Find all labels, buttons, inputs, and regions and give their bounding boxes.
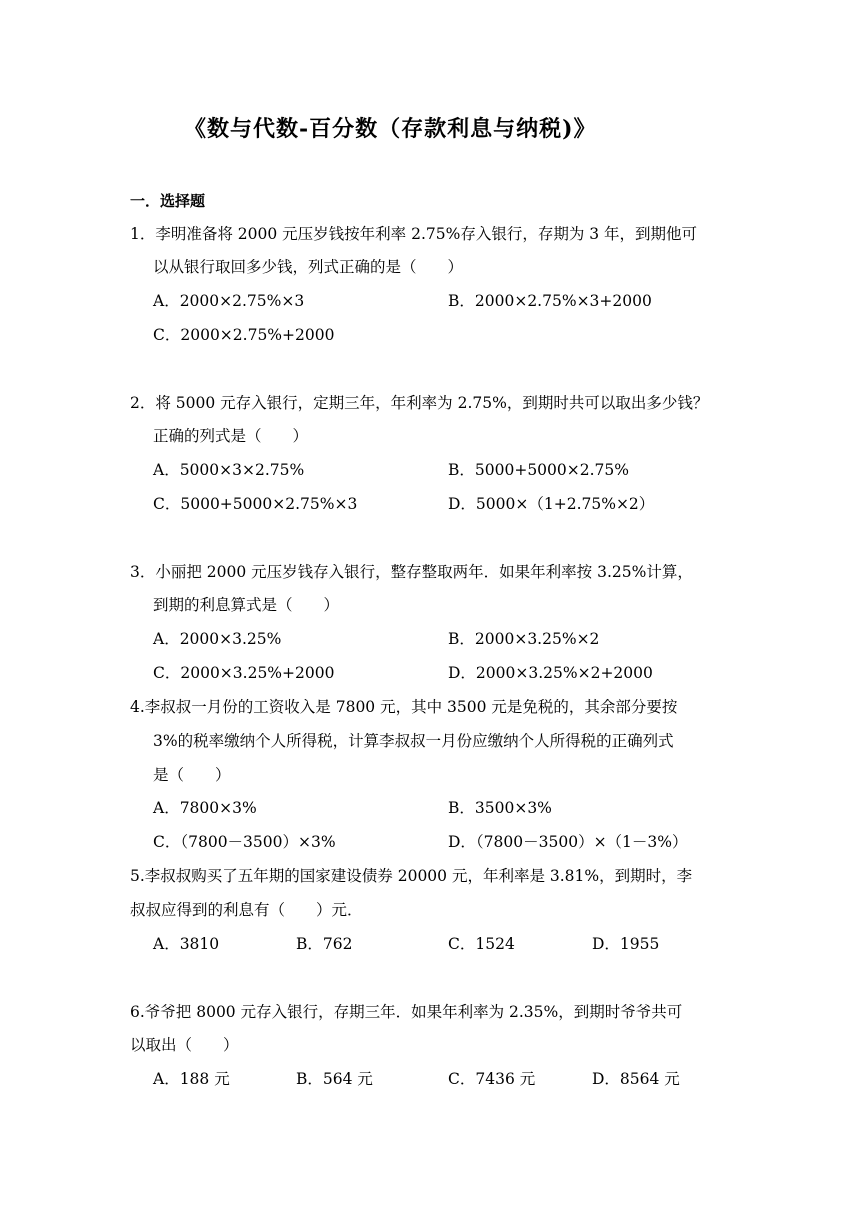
question-2-line-1: 2．将 5000 元存入银行，定期三年，年利率为 2.75%，到期时共可以取出多少钱？ <box>130 394 709 412</box>
question-6-line-1: 6.爷爷把 8000 元存入银行，存期三年．如果年利率为 2.35%，到期时爷爷共可 <box>130 1003 683 1021</box>
question-6-option-a: A．188 元 <box>153 1070 230 1088</box>
question-3-option-c: C．2000×3.25%+2000 <box>153 664 335 682</box>
question-4-option-c: C．（7800－3500）×3% <box>153 833 336 851</box>
question-4-line-3: 是（ ） <box>153 766 231 784</box>
question-1-line-1: 1．李明准备将 2000 元压岁钱按年利率 2.75%存入银行，存期为 3 年，到期他可 <box>130 225 698 243</box>
question-5-line-2: 叔叔应得到的利息有（ ）元． <box>130 901 363 919</box>
question-5-option-c: C．1524 <box>448 935 515 953</box>
question-5-option-b: B．762 <box>296 935 353 953</box>
question-3-line-1: 3．小丽把 2000 元压岁钱存入银行，整存整取两年．如果年利率按 3.25%计算， <box>130 563 693 581</box>
question-2-option-a: A．5000×3×2.75% <box>153 461 305 479</box>
question-6-option-c: C．7436 元 <box>448 1070 536 1088</box>
question-5-line-1: 5.李叔叔购买了五年期的国家建设债券 20000 元，年利率是 3.81%，到期时，李 <box>130 867 693 885</box>
page-title: 《数与代数-百分数（存款利息与纳税)》 <box>184 116 597 142</box>
question-3-option-b: B．2000×3.25%×2 <box>448 630 600 648</box>
question-4-option-a: A．7800×3% <box>153 799 257 817</box>
question-4-option-d: D．（7800－3500）×（1－3%） <box>448 833 688 851</box>
question-6-line-2: 以取出（ ） <box>130 1036 239 1054</box>
question-2-option-d: D．5000×（1+2.75%×2） <box>448 495 655 513</box>
question-4-option-b: B．3500×3% <box>448 799 552 817</box>
question-6-option-d: D．8564 元 <box>592 1070 680 1088</box>
question-2-option-b: B．5000+5000×2.75% <box>448 461 629 479</box>
question-1-line-2: 以从银行取回多少钱，列式正确的是（ ） <box>153 258 464 276</box>
question-3-option-d: D．2000×3.25%×2+2000 <box>448 664 653 682</box>
question-4-line-2: 3%的税率缴纳个人所得税，计算李叔叔一月份应缴纳个人所得税的正确列式 <box>153 732 674 750</box>
question-6-option-b: B．564 元 <box>296 1070 373 1088</box>
question-4-line-1: 4.李叔叔一月份的工资收入是 7800 元，其中 3500 元是免税的，其余部分要按 <box>130 698 678 716</box>
question-3-line-2: 到期的利息算式是（ ） <box>153 596 340 614</box>
question-5-option-d: D．1955 <box>592 935 660 953</box>
question-1-option-c: C．2000×2.75%+2000 <box>153 326 335 344</box>
section-heading: 一．选择题 <box>130 192 206 210</box>
question-1-option-b: B．2000×2.75%×3+2000 <box>448 292 652 310</box>
question-5-option-a: A．3810 <box>153 935 220 953</box>
question-2-option-c: C．5000+5000×2.75%×3 <box>153 495 358 513</box>
question-1-option-a: A．2000×2.75%×3 <box>153 292 305 310</box>
question-3-option-a: A．2000×3.25% <box>153 630 282 648</box>
question-2-line-2: 正确的列式是（ ） <box>153 427 309 445</box>
